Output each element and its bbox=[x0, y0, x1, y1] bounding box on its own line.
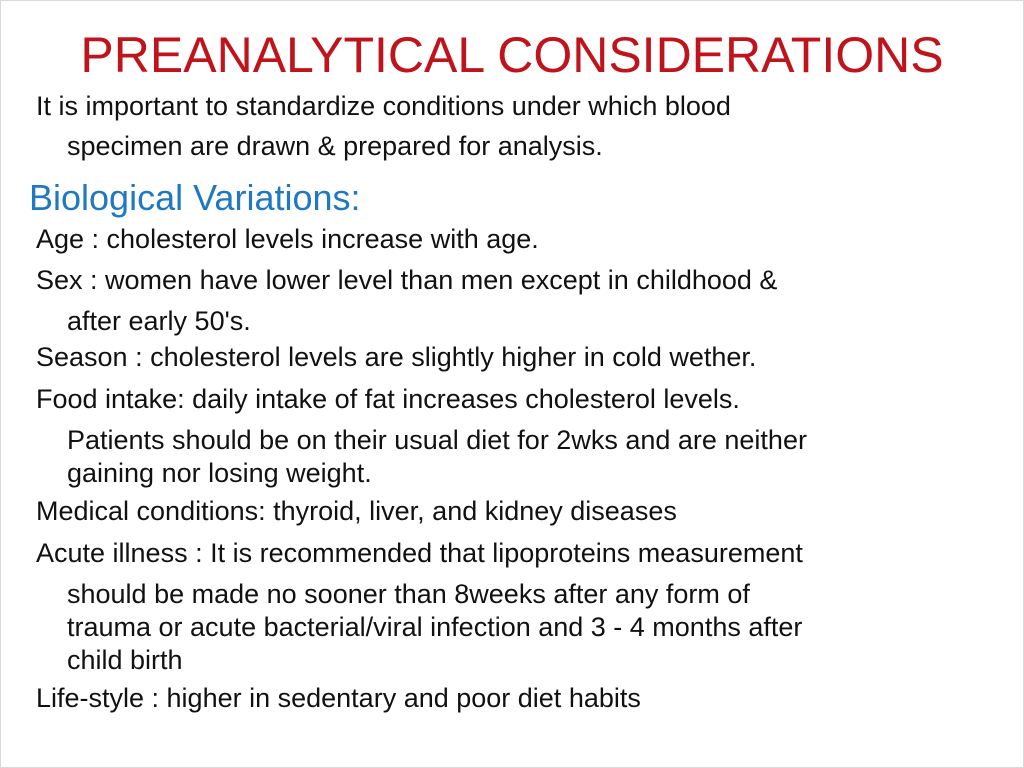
intro-line-2: specimen are drawn & prepared for analysis. bbox=[67, 131, 603, 161]
item-acute-line-4: child birth bbox=[67, 645, 183, 675]
item-food-line-3: gaining nor losing weight. bbox=[67, 458, 372, 488]
item-medical: Medical conditions: thyroid, liver, and kidney diseases bbox=[36, 496, 677, 526]
item-food-line-2: Patients should be on their usual diet for 2wks and are neither bbox=[67, 425, 807, 455]
item-sex-line-1: Sex : women have lower level than men except in childhood & bbox=[36, 265, 778, 295]
item-food-line-1: Food intake: daily intake of fat increases cholesterol levels. bbox=[36, 384, 740, 414]
item-sex-line-2: after early 50's. bbox=[67, 306, 251, 336]
item-acute-line-1: Acute illness : It is recommended that lipoproteins measurement bbox=[36, 538, 803, 568]
item-lifestyle: Life-style : higher in sedentary and poor diet habits bbox=[36, 683, 641, 713]
item-acute-line-3: trauma or acute bacterial/viral infection and 3 - 4 months after bbox=[67, 612, 803, 642]
item-season: Season : cholesterol levels are slightly higher in cold wether. bbox=[36, 342, 757, 372]
intro-line-1: It is important to standardize conditions under which blood bbox=[36, 91, 731, 121]
section-heading-biological-variations: Biological Variations: bbox=[29, 177, 361, 218]
slide-title: PREANALYTICAL CONSIDERATIONS bbox=[80, 27, 944, 83]
item-age: Age : cholesterol levels increase with age. bbox=[36, 224, 539, 254]
item-acute-line-2: should be made no sooner than 8weeks after any form of bbox=[67, 579, 750, 609]
